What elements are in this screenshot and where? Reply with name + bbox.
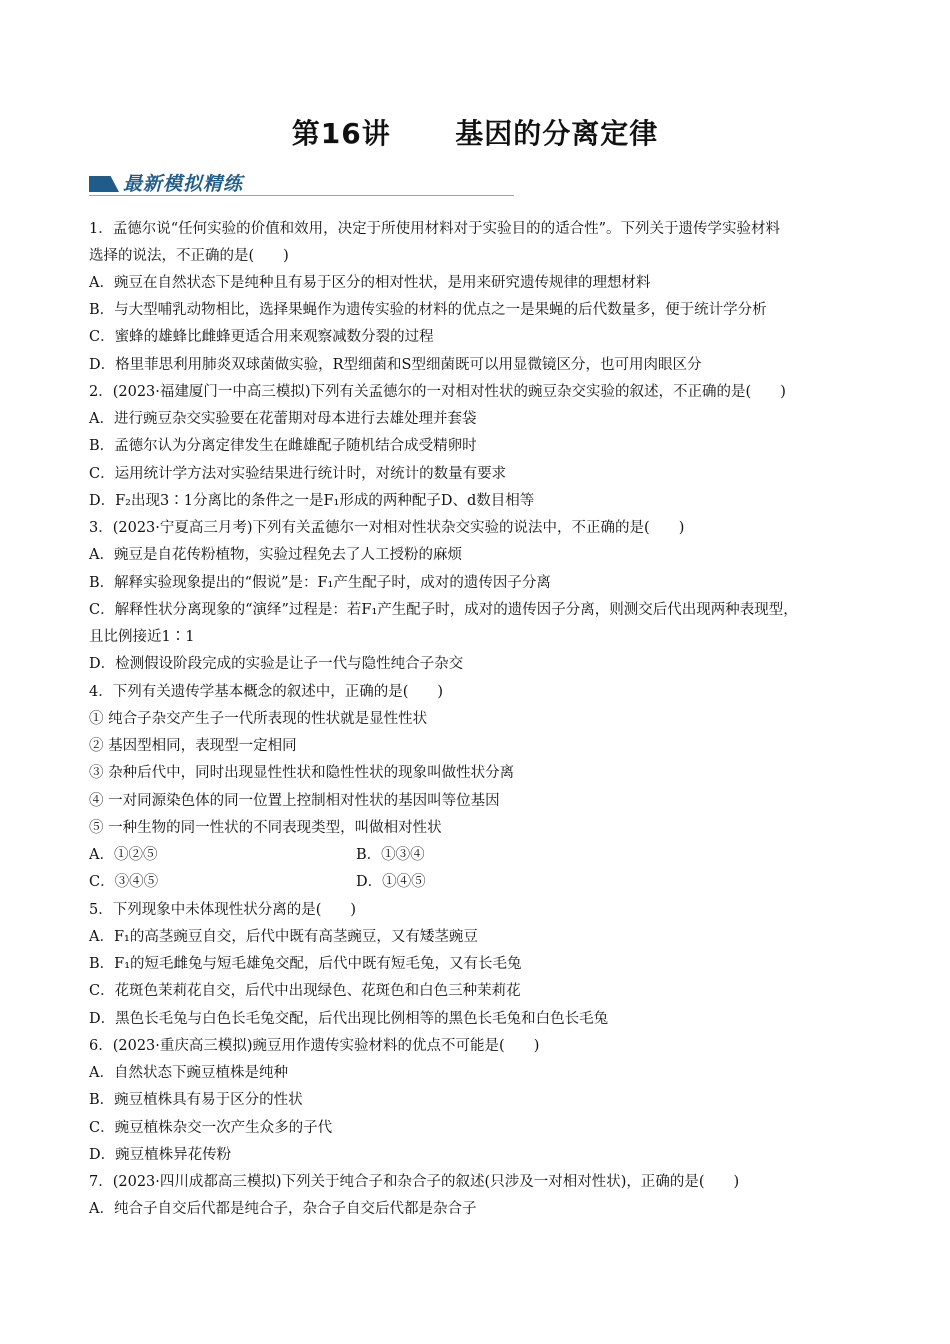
- q4-option-b: B．①③④: [356, 847, 425, 863]
- q6-option-c: C．豌豆植株杂交一次产生众多的子代: [89, 1120, 333, 1136]
- q5-option-b: B．F₁的短毛雌兔与短毛雄兔交配，后代中既有短毛兔，又有长毛兔: [89, 956, 522, 972]
- q1-option-c: C．蜜蜂的雄蜂比雌蜂更适合用来观察减数分裂的过程: [89, 329, 434, 345]
- q2-stem: 2．(2023·福建厦门一中高三模拟)下列有关孟德尔的一对相对性状的豌豆杂交实验的叙述，不正确的是( ): [89, 384, 786, 400]
- q4-statement-3: ③ 杂种后代中，同时出现显性性状和隐性性状的现象叫做性状分离: [89, 765, 515, 781]
- q4-option-a: A．①②⑤: [89, 847, 158, 863]
- q6-option-d: D．豌豆植株异花传粉: [89, 1147, 232, 1163]
- q4-statement-1: ① 纯合子杂交产生子一代所表现的性状就是显性性状: [89, 711, 428, 727]
- q1-option-b: B．与大型哺乳动物相比，选择果蝇作为遗传实验的材料的优点之一是果蝇的后代数量多，便于统计学分析: [89, 302, 767, 318]
- q4-statement-2: ② 基因型相同，表现型一定相同: [89, 738, 297, 754]
- q5-option-a: A．F₁的高茎豌豆自交，后代中既有高茎豌豆，又有矮茎豌豆: [89, 929, 478, 945]
- q5-option-c: C．花斑色茉莉花自交，后代中出现绿色、花斑色和白色三种茉莉花: [89, 983, 521, 999]
- q3-stem: 3．(2023·宁夏高三月考)下列有关孟德尔一对相对性状杂交实验的说法中，不正确的是( ): [89, 520, 685, 536]
- section-rule: [89, 195, 514, 196]
- q3-option-c: C．解释性状分离现象的“演绎”过程是：若F₁产生配子时，成对的遗传因子分离，则测交后代出现两种表现型，: [89, 602, 798, 618]
- q4-option-d: D．①④⑤: [356, 874, 426, 890]
- q3-option-d: D．检测假设阶段完成的实验是让子一代与隐性纯合子杂交: [89, 656, 464, 672]
- q3-option-b: B．解释实验现象提出的“假说”是：F₁产生配子时，成对的遗传因子分离: [89, 575, 551, 591]
- q7-stem: 7．(2023·四川成都高三模拟)下列关于纯合子和杂合子的叙述(只涉及一对相对性状)，正确的是( ): [89, 1174, 740, 1190]
- q2-option-b: B．孟德尔认为分离定律发生在雌雄配子随机结合成受精卵时: [89, 438, 477, 454]
- q4-option-c: C．③④⑤: [89, 874, 159, 890]
- section-bar-icon: [89, 176, 119, 192]
- q1-stem-cont: 选择的说法，不正确的是( ): [89, 248, 289, 264]
- q3-option-c-cont: 且比例接近1∶1: [89, 629, 195, 645]
- q3-option-a: A．豌豆是自花传粉植物，实验过程免去了人工授粉的麻烦: [89, 547, 462, 563]
- q5-stem: 5．下列现象中未体现性状分离的是( ): [89, 902, 357, 918]
- section-label: 最新模拟精练: [123, 173, 244, 195]
- q1-option-a: A．豌豆在自然状态下是纯种且有易于区分的相对性状，是用来研究遗传规律的理想材料: [89, 275, 651, 291]
- q6-option-a: A．自然状态下豌豆植株是纯种: [89, 1065, 288, 1081]
- q5-option-d: D．黑色长毛兔与白色长毛兔交配，后代出现比例相等的黑色长毛兔和白色长毛兔: [89, 1011, 609, 1027]
- q1-stem: 1．孟德尔说“任何实验的价值和效用，决定于所使用材料对于实验目的的适合性”。下列关于遗传学实验材料: [89, 221, 781, 237]
- q4-stem: 4．下列有关遗传学基本概念的叙述中，正确的是( ): [89, 684, 444, 700]
- q4-statement-5: ⑤ 一种生物的同一性状的不同表现类型，叫做相对性状: [89, 820, 442, 836]
- q6-stem: 6．(2023·重庆高三模拟)豌豆用作遗传实验材料的优点不可能是( ): [89, 1038, 540, 1054]
- q4-statement-4: ④ 一对同源染色体的同一位置上控制相对性状的基因叫等位基因: [89, 793, 500, 809]
- q2-option-c: C．运用统计学方法对实验结果进行统计时，对统计的数量有要求: [89, 466, 507, 482]
- q7-option-a: A．纯合子自交后代都是纯合子，杂合子自交后代都是杂合子: [89, 1201, 477, 1217]
- section-header: [89, 170, 514, 196]
- q6-option-b: B．豌豆植株具有易于区分的性状: [89, 1092, 303, 1108]
- q1-option-d: D．格里菲思利用肺炎双球菌做实验，R型细菌和S型细菌既可以用显微镜区分，也可用肉眼区分: [89, 357, 702, 373]
- q2-option-d: D．F₂出现3∶1分离比的条件之一是F₁形成的两种配子D、d数目相等: [89, 493, 535, 509]
- page-title: 第16讲 基因的分离定律: [291, 117, 659, 150]
- q2-option-a: A．进行豌豆杂交实验要在花蕾期对母本进行去雄处理并套袋: [89, 411, 477, 427]
